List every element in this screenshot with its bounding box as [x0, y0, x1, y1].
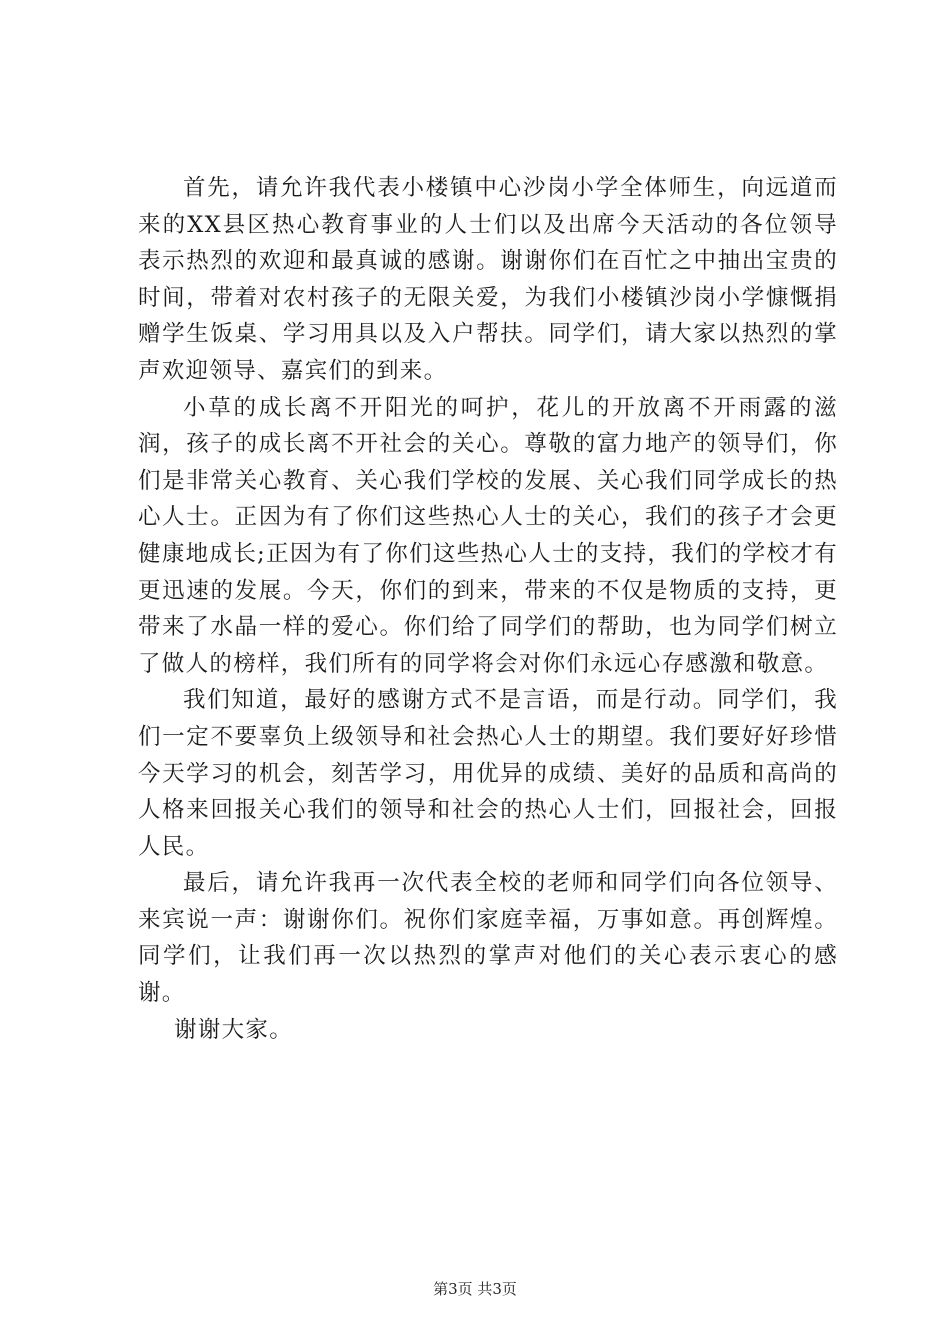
- paragraph-action: 我们知道，最好的感谢方式不是言语，而是行动。同学们，我们一定不要辜负上级领导和社会热心人士的期望。我们要好好珍惜今天学习的机会，刻苦学习，用优异的成绩、美好的品质和高尚的人格来回报关心我们的领导和社会的热心人士们，回报社会，回报人民。: [138, 687, 838, 860]
- paragraph-gratitude: 小草的成长离不开阳光的呵护，花儿的开放离不开雨露的滋润，孩子的成长离不开社会的关心。尊敬的富力地产的领导们，你们是非常关心教育、关心我们学校的发展、关心我们同学成长的热心人士。正因为有了你们这些热心人士的关心，我们的孩子才会更健康地成长;正因为有了你们这些热心人士的支持，我们的学校才有更迅速的发展。今天，你们的到来，带来的不仅是物质的支持，更带来了水晶一样的爱心。你们给了同学们的帮助，也为同学们树立了做人的榜样，我们所有的同学将会对你们永远心存感激和敬意。: [138, 394, 838, 677]
- closing-line: 谢谢大家。: [174, 1016, 294, 1043]
- document-body: [138, 170, 838, 1048]
- page-number-footer: 第3页 共3页: [433, 1280, 517, 1298]
- paragraph-welcome: 首先，请允许我代表小楼镇中心沙岗小学全体师生，向远道而来的XX县区热心教育事业的人士们以及出席今天活动的各位领导表示热烈的欢迎和最真诚的感谢。谢谢你们在百忙之中抽出宝贵的时间，带着对农村孩子的无限关爱，为我们小楼镇沙岗小学慷慨捐赠学生饭桌、学习用具以及入户帮扶。同学们，请大家以热烈的掌声欢迎领导、嘉宾们的到来。: [138, 175, 838, 384]
- paragraph-final-thanks: 最后，请允许我再一次代表全校的老师和同学们向各位领导、来宾说一声：谢谢你们。祝你们家庭幸福，万事如意。再创辉煌。同学们，让我们再一次以热烈的掌声对他们的关心表示衷心的感谢。: [138, 870, 838, 1007]
